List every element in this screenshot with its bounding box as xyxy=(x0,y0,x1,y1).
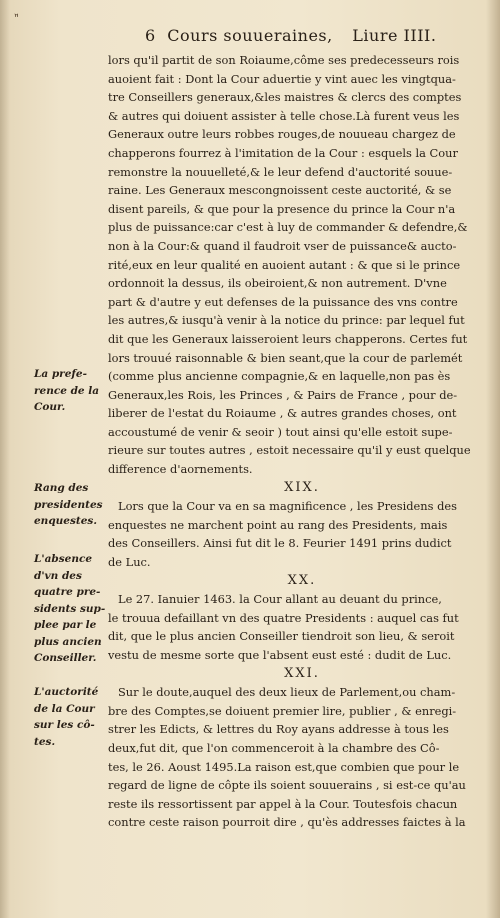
margin-note-absence xyxy=(34,551,108,667)
text-line: dit que les Generaux laisseroient leurs chapperons. Certes fut xyxy=(108,331,468,346)
text-line: raine. Les Generaux mescongnoissent ceste auctorité, & se xyxy=(108,183,452,198)
text-line: ordonnoit la dessus, ils obeiroient,& non autrement. D'vne xyxy=(108,276,447,291)
margin-note-line: sur les cô- xyxy=(34,719,95,731)
text-line: & autres qui doiuent assister à telle chose.Là furent veus les xyxy=(108,108,460,123)
text-line: (comme plus ancienne compagnie,& en laquelle,non pas ès xyxy=(108,369,451,384)
margin-note-line: d'vn des xyxy=(34,569,82,582)
header-book: Liure IIII. xyxy=(352,26,437,45)
text-line: regard de ligne de côpte ils soient souuerains , si est-ce qu'au xyxy=(108,778,466,793)
text-line: Le 27. Ianuier 1463. la Cour allant au deuant du prince, xyxy=(118,592,442,607)
text-line: bre des Comptes,se doiuent premier lire, publier , & enregi- xyxy=(108,703,457,718)
section-20 xyxy=(108,590,496,664)
margin-note-line: Cour. xyxy=(34,401,66,413)
text-line: chapperons fourrez à l'imitation de la Cour : esquels la Cour xyxy=(108,145,458,160)
body-text xyxy=(108,51,496,832)
corner-mark: "̆ xyxy=(14,12,20,25)
text-line: de Luc. xyxy=(108,555,151,570)
text-line: auoient fait : Dont la Cour aduertie y vint auec les vingtqua- xyxy=(108,71,456,86)
text-line: rité,eux en leur qualité en auoient autant : & que si le prince xyxy=(108,257,461,272)
text-line: enquestes ne marchent point au rang des Presidents, mais xyxy=(108,517,448,532)
text-line: les autres,& iusqu'à venir à la notice du prince: par lequel fut xyxy=(108,313,465,328)
text-line: difference d'aornements. xyxy=(108,462,253,477)
text-line: Generaux outre leurs robbes rouges,de nouueau chargez de xyxy=(108,127,456,142)
text-line: lors trouué raisonnable & bien seant,que la cour de parlemét xyxy=(108,350,463,365)
text-line: Generaux,les Rois, les Princes , & Pairs de France , pour de- xyxy=(108,387,458,402)
running-header xyxy=(145,26,465,45)
text-line: lors qu'il partit de son Roiaume,côme ses predecesseurs rois xyxy=(108,53,460,67)
section-21 xyxy=(108,683,496,832)
section-heading-21: XXI. xyxy=(284,665,320,681)
margin-note-line: L'absence xyxy=(34,553,93,565)
margin-note-line: plee par le xyxy=(34,619,97,631)
margin-note-line: Rang des xyxy=(34,482,89,494)
margin-note-line: La prefe- xyxy=(34,368,87,380)
text-line: tes, le 26. Aoust 1495.La raison est,que combien que pour le xyxy=(108,759,460,774)
margin-note-auctorite xyxy=(34,684,108,750)
margin-note-line: rence de la xyxy=(34,384,100,397)
text-line: accoustumé de venir & seoir ) tout ainsi qu'elle estoit supe- xyxy=(108,424,453,439)
margin-note-line: Conseiller. xyxy=(34,652,97,664)
section-heading-19: XIX. xyxy=(284,479,320,495)
text-line: vestu de mesme sorte que l'absent eust esté : dudit de Luc. xyxy=(108,648,452,662)
text-line: strer les Edicts, & lettres du Roy ayans addresse à tous les xyxy=(108,722,449,737)
margin-note-line: L'auctorité xyxy=(34,686,99,698)
spine-shadow xyxy=(0,0,10,918)
text-line: disent pareils, & que pour la presence du prince la Cour n'a xyxy=(108,201,456,216)
text-line: part & d'autre y eut defenses de la puissance des vns contre xyxy=(108,294,458,309)
text-line: non à la Cour:& quand il faudroit vser de puissance& aucto- xyxy=(108,238,457,253)
text-line: Lors que la Cour va en sa magnificence , les Presidens des xyxy=(118,499,457,514)
margin-note-line: tes. xyxy=(34,735,56,748)
text-line: liberer de l'estat du Roiaume , & autres grandes choses, ont xyxy=(108,406,457,421)
margin-note-line: enquestes. xyxy=(34,515,97,527)
paragraph-1 xyxy=(108,51,496,479)
margin-note-line: de la Cour xyxy=(34,702,95,715)
section-heading-20: XX. xyxy=(287,572,317,588)
margin-note-rang xyxy=(34,480,108,530)
text-line: deux,fut dit, que l'on commenceroit à la chambre des Cô- xyxy=(108,740,440,755)
text-line: des Conseillers. Ainsi fut dit le 8. Feurier 1491 prins dudict xyxy=(108,536,452,551)
margin-note-preference xyxy=(34,366,108,416)
header-title: Cours souueraines, xyxy=(167,26,333,45)
margin-note-line: sidents sup- xyxy=(34,602,106,615)
text-line: rieure sur toutes autres , estoit necessaire qu'il y eust quelque xyxy=(108,443,471,458)
margin-note-line: plus ancien xyxy=(34,635,102,648)
text-line: reste ils ressortissent par appel à la Cour. Toutesfois chacun xyxy=(108,796,458,811)
margin-note-line: quatre pre- xyxy=(34,586,101,598)
text-line: tre Conseillers generaux,&les maistres & clercs des comptes xyxy=(108,90,462,105)
text-line: Sur le doute,auquel des deux lieux de Parlement,ou cham- xyxy=(118,685,456,700)
text-line: dit, que le plus ancien Conseiller tiendroit son lieu, & seroit xyxy=(108,629,455,644)
page-number: 6 xyxy=(145,26,156,45)
section-19 xyxy=(108,497,496,571)
text-line: contre ceste raison pourroit dire , qu'ès addresses faictes à la xyxy=(108,815,466,830)
text-line: le trouua defaillant vn des quatre Presidents : auquel cas fut xyxy=(108,610,459,625)
text-line: plus de puissance:car c'est à luy de commander & defendre,& xyxy=(108,220,468,235)
text-line: remonstre la nouuelleté,& le leur defend d'auctorité souue- xyxy=(108,164,453,179)
margin-note-line: presidentes xyxy=(34,498,103,511)
